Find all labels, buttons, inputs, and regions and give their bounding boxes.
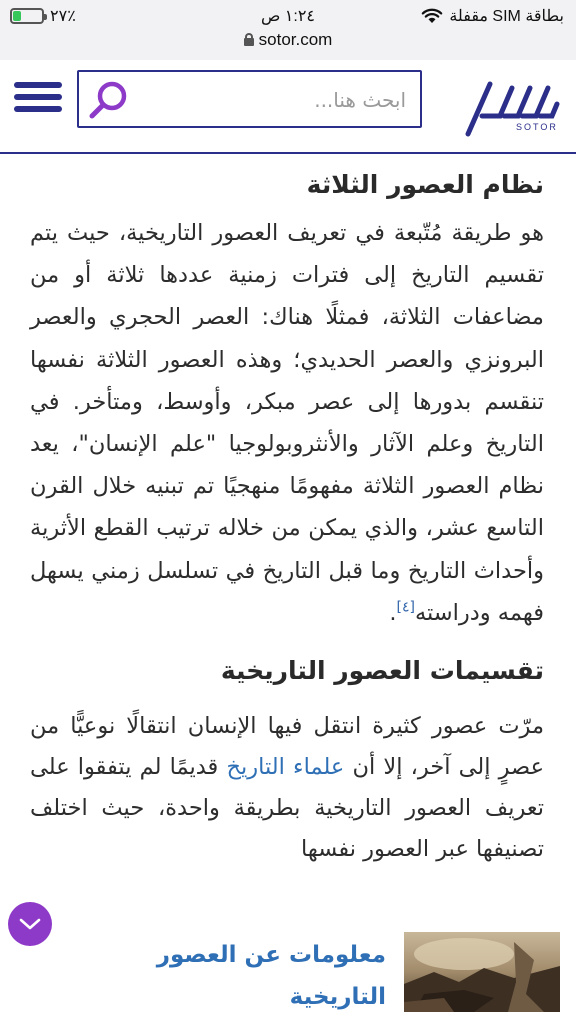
menu-icon-bar [14,94,62,100]
lock-icon [244,33,254,46]
historians-link[interactable]: علماء التاريخ [226,754,345,781]
status-bar [0,0,576,60]
url-text: sotor.com [258,30,333,49]
paragraph-text: هو طريقة مُتّبعة في تعريف العصور التاريخية، حيث يتم تقسيم التاريخ إلى فترات زمنية عددها ثلاثة أو من مضاعفات الثلاثة، فمثلًا هناك: العصر الحجري والعصر البرونزي والعصر الحديدي؛ وهذه العصور الثلاثة نفسها تنقسم بدورها إلى عصر مبكر، وأوسط، ومتأخر. في التاريخ وعلم الآثار والأنثروبولوجيا "علم الإنسان"، يعد نظام العصور الثلاثة مفهومًا منهجيًا تم تبنيه خلال القرن التاسع عشر، والذي يمكن من خلاله ترتيب القطع الأثرية وأحداث التاريخ وما قبل التاريخ في تسلسل زمني يسهل فهمه ودراسته [30,220,544,626]
paragraph-three-age-system [30,212,544,634]
thumbnail-image [404,932,560,1012]
paragraph-historical-divisions [30,706,544,874]
menu-icon [14,82,62,88]
related-article-title[interactable]: معلومات عن العصور التاريخية [156,942,386,1010]
clock: ١:٢٤ ص [260,8,316,25]
wifi-icon [421,8,443,24]
battery-percent: ٢٧٪ [50,8,76,25]
site-header [0,60,576,154]
search-icon[interactable] [87,78,131,122]
logo-sub: SOTOR [516,122,558,132]
scroll-toggle-button[interactable] [8,902,52,946]
search-box [77,70,422,128]
address-bar[interactable] [0,30,576,50]
carrier-info [421,6,564,26]
site-logo[interactable] [456,68,560,140]
hamburger-menu-button[interactable] [14,82,62,118]
paragraph-text: مرّت عصور كثيرة انتقل فيها الإنسان انتقالًا نوعيًّا من عصرٍ إلى آخر، إلا أن [30,713,544,781]
search-input[interactable] [166,84,406,116]
article-body [30,158,544,874]
section-heading-three-age-system: نظام العصور الثلاثة [306,170,544,199]
carrier-label: بطاقة SIM مقفلة [449,8,564,25]
menu-icon-bar [14,106,62,112]
section-heading-historical-divisions: تقسيمات العصور التاريخية [220,656,544,686]
painting-thumbnail[interactable] [404,932,560,1012]
citation-link[interactable]: [٤] [396,599,415,616]
related-article-card[interactable] [0,918,576,1024]
paragraph-text: قديمًا لم يتفقوا على تعريف العصور التاريخية بطريقة واحدة، حيث اختلف تصنيفها عبر العصور نفسها [30,754,544,863]
chevron-down-icon [18,916,42,932]
paragraph-end: . [389,599,397,626]
